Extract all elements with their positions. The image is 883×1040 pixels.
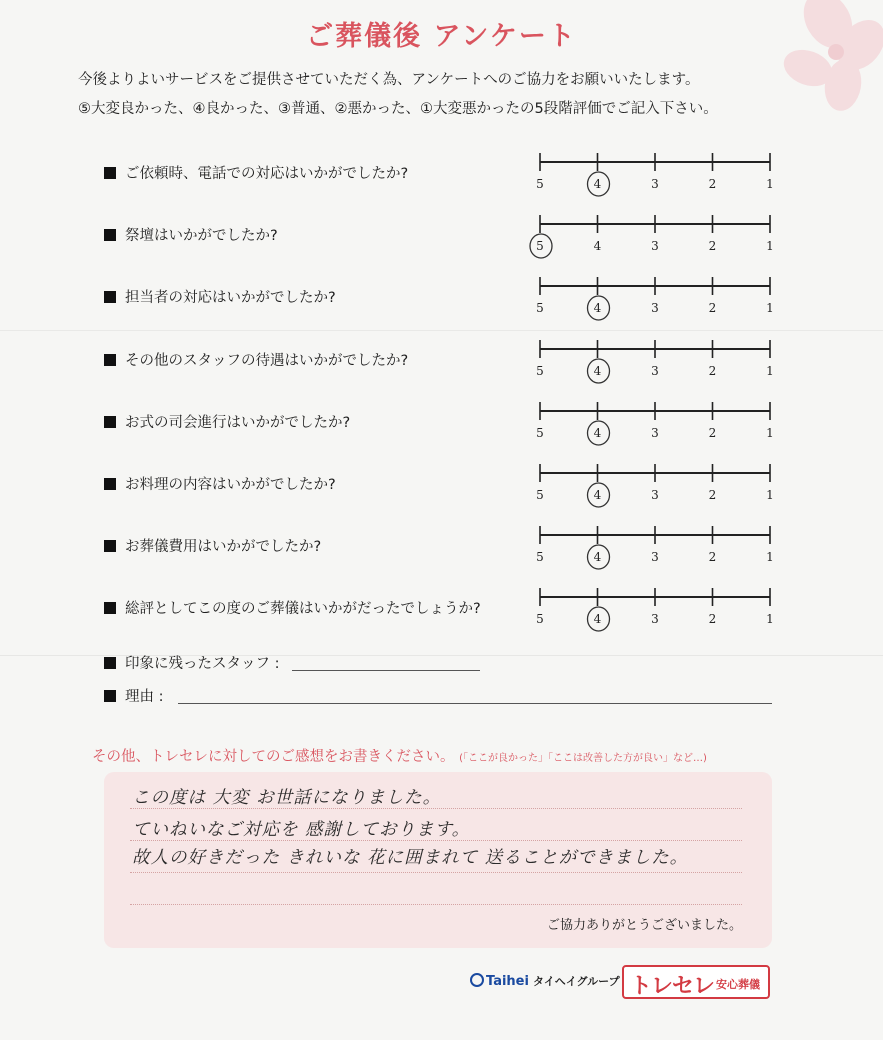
rating-scale[interactable] [520,401,788,451]
scale-label: 5 [536,364,544,378]
rating-scale-graphic [520,401,788,451]
square-bullet-icon [104,354,116,366]
scale-label: 1 [766,550,774,564]
question-text: 総評としてこの度のご葬儀はいかがだったでしょうか? [125,601,481,617]
square-bullet-icon [104,229,116,241]
scale-label: 1 [766,426,774,440]
scale-label: 3 [651,239,659,253]
scale-label: 1 [766,239,774,253]
question-3 [104,286,336,307]
scale-label: 4 [593,612,602,626]
reason-field-label-text: 理由 : [125,689,164,705]
taihei-logo [470,973,620,989]
tresele-brand: トレセレ [630,974,715,999]
scale-label: 3 [651,301,659,315]
thanks-text: ご協力ありがとうございました。 [546,918,742,933]
scale-label: 5 [536,612,544,626]
scale-label: 3 [651,177,659,191]
guide-line [130,904,742,905]
staff-input-line[interactable] [292,670,480,671]
square-bullet-icon [104,690,116,702]
rating-scale[interactable] [520,587,788,637]
taihei-group: タイヘイグループ [532,975,620,988]
question-text: 担当者の対応はいかがでしたか? [125,290,336,306]
rating-scale-graphic [520,276,788,326]
question-text: お料理の内容はいかがでしたか? [125,477,336,493]
rating-scale[interactable] [520,276,788,326]
scale-label: 2 [708,301,717,315]
question-text: お式の司会進行はいかがでしたか? [125,415,351,431]
paper-fold [0,330,883,331]
scale-label: 2 [708,364,717,378]
guide-line [130,872,742,873]
scale-label: 2 [708,612,717,626]
question-1 [104,162,408,183]
scale-label: 5 [536,177,544,191]
rating-scale[interactable] [520,525,788,575]
rating-scale[interactable] [520,214,788,264]
scale-label: 2 [708,550,717,564]
scale-label: 2 [708,177,717,191]
question-2 [104,224,278,245]
scale-label: 3 [651,550,659,564]
tresele-logo [622,965,770,999]
rating-scale-graphic [520,339,788,389]
comment-heading-note: (「ここが良かった」「ここは改善した方が良い」など…) [459,753,707,764]
question-text: ご依頼時、電話での対応はいかがでしたか? [125,166,409,182]
scale-label: 1 [766,612,774,626]
page-title: ご葬儀後 アンケート [306,21,577,52]
intro-line: 今後よりよいサービスをご提供させていただく為、アンケートへのご協力をお願いいたします。 [78,72,700,88]
rating-scale[interactable] [520,339,788,389]
square-bullet-icon [104,167,116,179]
scale-label: 1 [766,364,774,378]
square-bullet-icon [104,416,116,428]
scale-label: 5 [536,239,544,253]
scale-label: 3 [651,364,659,378]
comment-heading [92,745,707,766]
scale-label: 5 [536,550,544,564]
square-bullet-icon [104,291,116,303]
square-bullet-icon [104,540,116,552]
scale-label: 5 [536,426,544,440]
handwritten-comment-line: ていねいなご対応を 感謝しております。 [132,820,471,840]
scale-label: 2 [708,239,717,253]
scale-label: 5 [536,488,544,502]
scale-label: 4 [593,301,602,315]
question-8 [104,597,481,618]
scale-label: 1 [766,301,774,315]
scale-label: 4 [593,550,602,564]
square-bullet-icon [104,657,116,669]
staff-field-label [104,652,280,673]
taihei-mark-icon [470,973,484,987]
question-6 [104,473,336,494]
comment-box[interactable] [104,772,772,948]
intro-text [78,66,718,124]
scale-label: 4 [593,426,602,440]
reason-field-label [104,685,164,706]
question-7 [104,535,321,556]
scale-label: 1 [766,177,774,191]
rating-scale-graphic [520,152,788,202]
scale-label: 5 [536,301,544,315]
rating-scale-graphic [520,214,788,264]
scale-label: 4 [593,488,602,502]
question-5 [104,411,350,432]
scale-label: 3 [651,612,659,626]
scale-label: 1 [766,488,774,502]
taihei-name: Taihei [486,974,529,989]
scale-label: 4 [593,177,602,191]
question-text: 祭壇はいかがでしたか? [125,228,278,244]
rating-scale-graphic [520,587,788,637]
handwritten-comment-line: 故人の好きだった きれいな 花に囲まれて 送ることができました。 [132,848,689,868]
question-text: その他のスタッフの待遇はいかがでしたか? [125,353,409,369]
comment-heading-text: その他、トレセレに対してのご感想をお書きください。 [92,749,455,765]
reason-input-line[interactable] [178,703,772,704]
tresele-brand-sub: 安心葬儀 [716,978,760,991]
scale-label: 3 [651,426,659,440]
rating-scale-graphic [520,525,788,575]
scale-label: 2 [708,488,717,502]
rating-scale[interactable] [520,152,788,202]
square-bullet-icon [104,602,116,614]
rating-scale-graphic [520,463,788,513]
staff-field-label-text: 印象に残ったスタッフ : [125,656,280,672]
scale-label: 4 [593,364,602,378]
scale-label: 3 [651,488,659,502]
scale-label: 2 [708,426,717,440]
question-text: お葬儀費用はいかがでしたか? [125,539,322,555]
rating-scale[interactable] [520,463,788,513]
square-bullet-icon [104,478,116,490]
question-4 [104,349,408,370]
scale-label: 4 [593,239,602,253]
handwritten-comment-line: この度は 大変 お世話になりました。 [132,788,442,808]
intro-line: ⑤大変良かった、④良かった、③普通、②悪かった、①大変悪かったの5段階評価でご記入下さい。 [78,101,718,117]
